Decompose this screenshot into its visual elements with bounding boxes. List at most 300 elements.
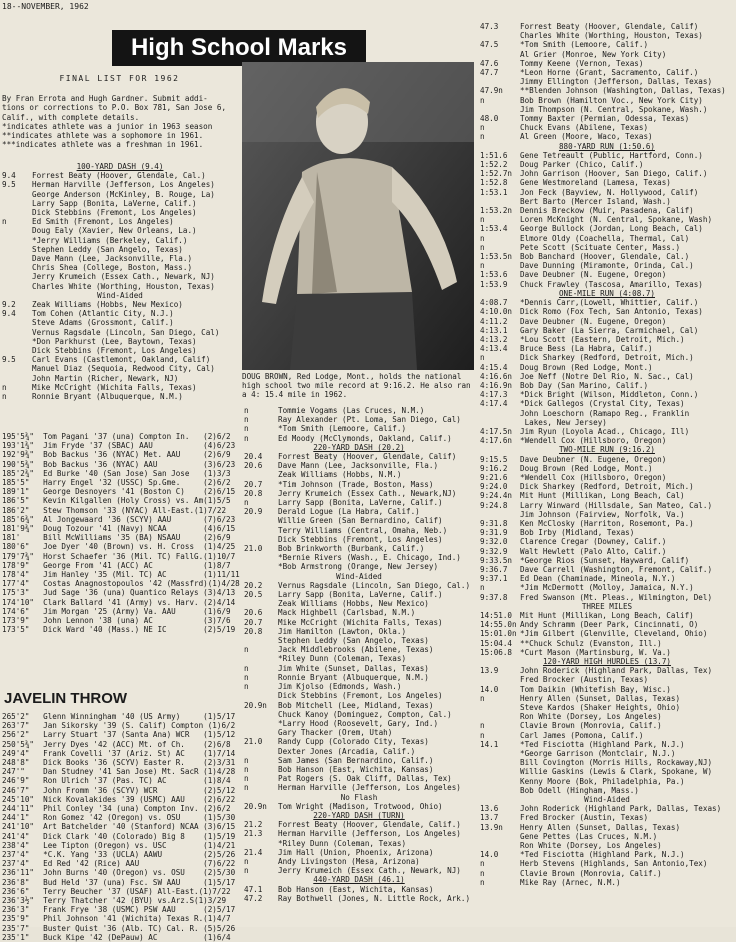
athlete-entry: Forrest Beaty (Hoover, Glendale, Calif.) (278, 820, 461, 830)
athlete-entry: Jim Kjolso (Edmonds, Wash.) (278, 682, 402, 692)
mark-value: 14.0 (480, 684, 499, 694)
list-item: 186'2" Stew Thomson '33 (NYAC) All-East.(1)7/22 (2, 505, 227, 515)
list-item (480, 703, 734, 712)
list-item (2, 318, 238, 327)
list-item (480, 105, 734, 114)
list-item (480, 114, 734, 123)
athlete-entry: Henry Allen (Sunset, Dallas, Texas) (520, 822, 681, 832)
athlete-entry: Bob Brown (Hamilton Voc., New York City) (520, 95, 703, 105)
list-item (2, 263, 238, 272)
list-item (480, 491, 734, 500)
list-item (480, 317, 734, 326)
list-item (244, 434, 474, 443)
list-item (480, 482, 734, 491)
list-item: 241'4" Dick Clark '40 (Colorado) Big 8 (1)5/19 (2, 831, 236, 841)
list-item: 177'4" Costas Anagnostopoulos '42 (Massfrd)(1)4/28 (2, 579, 240, 589)
athlete-entry: *Dick Bright (Wilson, Middleton, Conn.) (520, 390, 699, 400)
list-item (480, 270, 734, 279)
mark-value: 47.2 (244, 893, 263, 903)
column-220-440 (244, 406, 474, 903)
athlete-entry: Larry Sapp (Bonita, LaVerne, Calif.) (278, 590, 443, 600)
mark-value: n (244, 433, 249, 443)
list-item (2, 328, 238, 337)
list-item (480, 731, 734, 740)
athlete-entry: Randy Cupp (Colorado City, Texas) (278, 737, 429, 747)
list-item (480, 68, 734, 77)
mark-value: 1:53.2n (480, 206, 513, 216)
list-item (480, 160, 734, 169)
athlete-entry: Dave Deubner (N. Eugene, Oregon) (520, 316, 667, 326)
athlete-entry: Jerry Krumeich (Essex Cath., Newark, NJ) (32, 272, 215, 282)
list-item (244, 691, 474, 700)
list-item (2, 254, 238, 263)
list-item (480, 86, 734, 95)
athlete-entry: Derald Logue (La Habra, Calif.) (278, 507, 420, 517)
list-item (480, 234, 734, 243)
list-item: 248'8" Dick Books '36 (SCYV) Easter R. (2)3/31 (2, 758, 236, 768)
list-item (244, 802, 474, 811)
list-item (244, 590, 474, 599)
list-item: 236'3½" Terry Thatcher '42 (BYU) vs.Arz.S(1)3/29 (2, 896, 227, 906)
mark-value: 9:32.9 (480, 546, 508, 556)
athlete-entry: *Tom Smith (Lemoore, Calif.) (278, 424, 407, 434)
athlete-entry: Andy Schramm (Deer Park, Cincinnati, O) (520, 620, 699, 630)
athlete-entry: *Bob Armstrong (Orange, New Jersey) (278, 562, 439, 572)
list-item: 236'3" Frank Frye '38 (USMC) PSW AAU (2)5/17 (2, 905, 236, 915)
athlete-entry: Dave Dunning (Miramonte, Orinda, Cal.) (520, 261, 694, 271)
column-distance-hurdles (480, 22, 734, 887)
mark-value: n (244, 424, 249, 434)
column-shot-list (2, 432, 242, 634)
athlete-entry: Vernus Ragsdale (Lincoln, San Diego, Cal) (32, 327, 220, 337)
athlete-entry: Jim Johnson (Fairview, Norfolk, Va.) (520, 509, 685, 519)
list-item (244, 820, 474, 829)
event-heading: 880-YARD RUN (1:50.6) (558, 141, 655, 151)
list-item (480, 381, 734, 390)
list-item (480, 436, 734, 445)
list-item (480, 758, 734, 767)
list-item (244, 507, 474, 516)
athlete-entry: Dave Deubner (N. Eugene, Oregon) (520, 270, 667, 280)
intro-line: *indicates athlete was a junior in 1963 season (2, 121, 213, 131)
list-item (480, 224, 734, 233)
list-item (480, 510, 734, 519)
mark-value: 4:17.6n (480, 436, 513, 446)
mark-value: 14.0 (480, 850, 499, 860)
list-item: 247'" Dan Studney '41 San Jose) Mt. SacR (1)4/28 (2, 767, 236, 777)
list-item: 244'1" Ron Gomez '42 (Oregon) vs. OSU (1)5/30 (2, 813, 236, 823)
list-item (480, 749, 734, 758)
event-heading: 100-YARD DASH (9.4) (76, 162, 164, 171)
athlete-entry: Ronnie Bryant (Albuquerque, N.M.) (278, 672, 429, 682)
mark-value: 9:37.8 (480, 592, 508, 602)
mark-value: 9:32.0 (480, 537, 508, 547)
list-item (480, 344, 734, 353)
list-item (480, 611, 734, 620)
mark-value: n (2, 392, 7, 402)
athlete-entry: Stephen Leddy (San Angelo, Texas) (32, 244, 183, 254)
list-item (480, 77, 734, 86)
mark-value: n (244, 498, 249, 508)
list-item (480, 666, 734, 675)
mark-value: n (2, 382, 7, 392)
mark-value: 4:15.4 (480, 362, 508, 372)
subheading: Wind-Aided (97, 290, 143, 300)
list-item (2, 272, 238, 281)
mark-value: 4:16.6n (480, 371, 513, 381)
mark-value: n (480, 233, 485, 243)
list-item: 173'5" Dick Ward '40 (Mass.) NE IC (2)5/19 (2, 625, 236, 635)
mark-value: 13.9 (480, 666, 499, 676)
mark-value: 1:52.8 (480, 178, 508, 188)
mark-value: n (244, 672, 249, 682)
list-item (480, 298, 734, 307)
list-item: 192'9¾" Bob Backus '36 (NYAC) Met. AAU (2)6/9 (2, 450, 231, 460)
mark-value: 21.4 (244, 847, 263, 857)
athlete-entry: Andy Livingston (Mesa, Arizona) (278, 856, 420, 866)
athlete-entry: Chuck Kanoy (Dominguez, Compton, Cal.) (278, 709, 452, 719)
list-item (480, 859, 734, 868)
athlete-entry: Forrest Beaty (Hoover, Glendale, Cal.) (32, 171, 206, 181)
list-item (480, 629, 734, 638)
mark-value: n (480, 132, 485, 142)
mark-value: 9.5 (2, 355, 16, 365)
list-item (480, 593, 734, 602)
list-item: 235'1" Buck Kipe '42 (DePauw) AC (1)6/4 (2, 932, 231, 942)
list-item (480, 178, 734, 187)
mark-value: 20.9n (244, 801, 267, 811)
list-item (244, 526, 474, 535)
athlete-entry: *Don Parkhurst (Lee, Baytown, Texas) (32, 336, 197, 346)
athlete-entry: Mike McCright (Wichita Falls, Texas) (32, 382, 197, 392)
mark-value: n (244, 866, 249, 876)
list-item (244, 535, 474, 544)
mark-value: 9:33.5n (480, 555, 513, 565)
athlete-entry: Pat Rogers (S. Oak Cliff, Dallas, Tex) (278, 774, 452, 784)
athlete-entry: Dave Deubner (N. Eugene, Oregon) (520, 454, 667, 464)
list-item: 193'1¾" Jim Fryde '37 (SBAC) AAU (4)6/23 (2, 441, 236, 451)
list-item (480, 869, 734, 878)
list-item (244, 654, 474, 663)
list-item: 181'9¾" Doug Tozour '41 (Navy) NCAA (4)6/15 (2, 524, 236, 534)
athlete-entry: *Leon Horne (Grant, Sacramento, Calif.) (520, 68, 699, 78)
athlete-entry: Manuel Diaz (Sequoia, Redwood City, Cal) (32, 364, 215, 374)
list-item: 237'4" *C.K. Yang '33 (UCLA) AAWU (2)5/26 (2, 850, 236, 860)
list-item: 185'6¾" Al Jongewaard '36 (SCYV) AAU (7)6/23 (2, 514, 236, 524)
event-heading: 440-YARD DASH (46.1) (313, 875, 405, 885)
intro-line: By Fran Errota and Hugh Gardner. Submit addi- (2, 94, 208, 104)
event-heading: 120-YARD HIGH HURDLES (13.7) (542, 657, 671, 667)
mark-value: 4:08.7 (480, 298, 508, 308)
athlete-entry: Vernus Ragsdale (Lincoln, San Diego, Cal.) (278, 580, 471, 590)
list-item (480, 473, 734, 482)
athlete-entry: Jim Thompson (N. Central, Spokane, Wash.) (520, 104, 708, 114)
page-header: 18--NOVEMBER, 1962 (2, 2, 89, 11)
list-item (244, 406, 474, 415)
mark-value: 9:21.6 (480, 472, 508, 482)
list-item (480, 206, 734, 215)
mark-value: 20.6 (244, 608, 263, 618)
mark-value: n (480, 730, 485, 740)
list-item: 173'9" John Lennon '38 (una) AC (3)7/6 (2, 616, 231, 626)
athlete-entry: Stephen Leddy (San Angelo, Texas) (278, 636, 429, 646)
athlete-entry: Tommy Keene (Vernon, Texas) (520, 58, 644, 68)
mark-value: 1:53.9 (480, 279, 508, 289)
athlete-entry: Dick Stebbins (Fremont, Los Angeles) (278, 691, 443, 701)
athlete-entry: John Martin (Richer, Newark, NJ) (32, 373, 179, 383)
list-item (244, 737, 474, 746)
list-item (2, 190, 238, 199)
list-item (480, 832, 734, 841)
list-item (2, 282, 238, 291)
athlete-entry: Jim Ryun (Loyola Acad., Chicago, Ill) (520, 426, 690, 436)
athlete-entry: Jack Middlebrooks (Abilene, Texas) (278, 645, 434, 655)
mark-value: 14:55.0n (480, 620, 517, 630)
list-item (244, 839, 474, 848)
mark-value: 4:10.0n (480, 307, 513, 317)
athlete-entry: Bob Banchard (Hoover, Glendale, Cal.) (520, 252, 690, 262)
list-item (480, 804, 734, 813)
list-item (244, 774, 474, 783)
list-item: 190'5¾" Bob Backus '36 (NYAC) AAU (3)6/23 (2, 459, 236, 469)
mark-value: n (244, 645, 249, 655)
athlete-entry: Zeak Williams (Hobbs, New Mexico) (278, 599, 429, 609)
athlete-entry: Dick Stebbins (Fremont, Los Angeles) (32, 208, 197, 218)
athlete-entry: Elmore Oldy (Coachella, Thermal, Cal) (520, 233, 690, 243)
athlete-entry: Dexter Jones (Arcadia, Calif.) (278, 746, 416, 756)
athlete-entry: *Tim Johnson (Trade, Boston, Mass) (278, 479, 434, 489)
list-item (244, 885, 474, 894)
mark-value: 20.2 (244, 580, 263, 590)
list-item (480, 399, 734, 408)
athlete-entry: **Chuck Schulz (Evanston, Ill.) (520, 638, 662, 648)
list-item (244, 728, 474, 737)
list-item (480, 850, 734, 859)
athlete-entry: Jim Hamilton (Lawton, Okla.) (278, 626, 407, 636)
list-item (244, 765, 474, 774)
list-item (244, 894, 474, 903)
list-item (244, 682, 474, 691)
list-item (480, 197, 734, 206)
athlete-entry: *Dennis Carr,(Lowell, Whittier, Calif.) (520, 298, 699, 308)
mark-value: 1:53.6 (480, 270, 508, 280)
list-item (244, 829, 474, 838)
athlete-entry: Tom Daikin (Whitefish Bay, Wisc.) (520, 684, 671, 694)
subheading: Wind-Aided (336, 571, 382, 581)
intro-line: ***indicates athlete was a freshman in 1961. (2, 140, 204, 150)
list-item: 265'2" Glenn Winningham '40 (US Army) (1)5/17 (2, 712, 236, 721)
athlete-entry: Jim Hall (Union, Phoenix, Arizona) (278, 847, 434, 857)
mark-value: n (480, 242, 485, 252)
mark-value: 1:53.4 (480, 224, 508, 234)
mark-value: n (480, 721, 485, 731)
list-item: 178'4" Jim Hanley '35 (Mil. TC) AC (1)11/11 (2, 570, 240, 580)
list-item (480, 878, 734, 887)
photo-caption: DOUG BROWN, Red Lodge, Mont., holds the national high school two mile record at 9:16.2. He also ran a 4: 15.4 mile in 1962. (242, 372, 471, 399)
list-item: 246'7" John Fromm '36 (SCYV) WCR (2)5/12 (2, 785, 236, 795)
list-item: 237'4" Ed Red '42 (Rice) AAU (7)6/22 (2, 859, 236, 869)
athlete-entry: *Bernie Rivers (Wash., E. Chicago, Ind.) (278, 553, 461, 563)
list-item (2, 236, 238, 245)
list-item (244, 636, 474, 645)
list-item: 174'6" Jim Morgan '25 (Army) Va. AAU (1)6/9 (2, 606, 231, 616)
athlete-entry: Dick Sharkey (Redford, Detroit, Mich.) (520, 482, 694, 492)
list-item (480, 363, 734, 372)
athlete-entry: Clavie Brown (Monrovia, Calif.) (520, 721, 662, 731)
mark-value: 9:37.1 (480, 574, 508, 584)
event-heading: TWO-MILE RUN (9:16.2) (558, 445, 655, 455)
athlete-entry: Charles White (Worthing, Houston, Texas) (520, 31, 703, 41)
list-item (2, 171, 238, 180)
athlete-entry: Mike McCright (Wichita Falls, Texas) (278, 617, 443, 627)
mark-value: 14.1 (480, 739, 499, 749)
athlete-entry: Bob Mitchell (Lee, Midland, Texas) (278, 700, 434, 710)
athlete-entry: Al Green (Moore, Waco, Texas) (520, 132, 653, 142)
athlete-entry: John Loeschorn (Ramapo Reg., Franklin (520, 408, 690, 418)
list-item (244, 701, 474, 710)
athlete-entry: Larry Sapp (Bonita, LaVerne, Calif.) (32, 198, 197, 208)
athlete-entry: Bob Hanson (East, Wichita, Kansas) (278, 884, 434, 894)
athlete-entry: Herman Harville (Jefferson, Los Angeles) (278, 783, 461, 793)
list-item (480, 188, 734, 197)
athlete-entry: Doug Ealy (Xavier, New Orleans, La.) (32, 226, 197, 236)
list-item (480, 409, 734, 418)
athlete-entry: Herman Harville (Jefferson, Los Angeles) (32, 180, 215, 190)
list-item (480, 353, 734, 362)
athlete-entry: Ed Dean (Chaminade, Mineola, N.Y.) (520, 574, 676, 584)
mark-value: 9:24.4n (480, 491, 513, 501)
athlete-entry: Mit Hunt (Millikan, Long Beach, Cal) (520, 491, 685, 501)
list-item (480, 372, 734, 381)
athlete-entry: Dave Mann (Lee, Jacksonville, Fla.) (278, 461, 439, 471)
list-item (480, 123, 734, 132)
subheading: Wind-Aided (584, 795, 630, 805)
list-item (244, 516, 474, 525)
event-heading: 220-YARD DASH (TURN) (313, 810, 405, 820)
list-item (480, 243, 734, 252)
list-item (480, 50, 734, 59)
athlete-entry: Gary Thacker (Orem, Utah) (278, 728, 393, 738)
athlete-entry: John Garrison (Hoover, San Diego, Calif.) (520, 169, 708, 179)
mark-value: 20.9 (244, 507, 263, 517)
list-item: 256'2" Larry Stuart '37 (Santa Ana) WCR (1)5/12 (2, 730, 236, 740)
athlete-entry: Ron White (Dorsey, Los Angeles) (520, 841, 662, 851)
athlete-entry: Kenny Moore (Bok, Philadelphia, Pa.) (520, 776, 685, 786)
mark-value: n (480, 215, 485, 225)
banner-title: High School Marks (112, 30, 366, 66)
list-item: 249'4" Frank Covelli '37 (Ariz. St) AC (1)7/14 (2, 748, 236, 758)
athlete-entry: George Bullock (Jordan, Long Beach, Cal) (520, 224, 703, 234)
list-item (244, 645, 474, 654)
intro-line: **indicates athlete was a sophomore in 1961. (2, 131, 204, 141)
subheading: THREE MILES (581, 601, 633, 611)
list-item (244, 710, 474, 719)
athlete-entry: Ed Moody (McClymonds, Oakland, Calif.) (278, 433, 452, 443)
mark-value: 20.5 (244, 590, 263, 600)
list-item (480, 639, 734, 648)
list-item (480, 151, 734, 160)
mark-value: 4:17.4 (480, 399, 508, 409)
athlete-entry: Walt Hewlett (Palo Alto, Calif.) (520, 546, 667, 556)
mark-value: n (480, 859, 485, 869)
list-item (480, 547, 734, 556)
intro-line: tions or corrections to P.O. Box 781, San Jose 6, (2, 103, 227, 113)
list-item (2, 364, 238, 373)
mark-value: 21.0 (244, 737, 263, 747)
athlete-entry: Willie Gaskins (Lewis & Clark, Spokane, W) (520, 767, 713, 777)
list-item (480, 620, 734, 629)
mark-value: n (244, 682, 249, 692)
list-item (480, 565, 734, 574)
athlete-entry: Joe Neff (Notre Del Rio, N. Sac., Cal) (520, 371, 694, 381)
athlete-entry: *Wendell Cox (Hillsboro, Oregon) (520, 472, 667, 482)
list-item (480, 813, 734, 822)
athlete-entry: Carl Evans (Castlemont, Oakland, Calif) (32, 355, 211, 365)
list-item (480, 455, 734, 464)
list-item (244, 627, 474, 636)
list-item (480, 528, 734, 537)
list-item: 235'7" Buster Quist '36 (Alb. TC) Cal. R. (5)5/26 (2, 923, 236, 933)
athlete-entry: *Lou Scott (Eastern, Detroit, Mich.) (520, 334, 685, 344)
list-item (480, 335, 734, 344)
list-item (480, 252, 734, 261)
athlete-entry: Doug Brown (Red Lodge, Mont.) (520, 362, 653, 372)
athlete-entry: Dave Mann (Lee, Jacksonville, Fla.) (32, 254, 193, 264)
mark-value: 4:13.1 (480, 325, 508, 335)
mark-value: 21.0 (244, 544, 263, 554)
list-item (244, 618, 474, 627)
athlete-entry: Tommy Baxter (Permian, Odessa, Texas) (520, 114, 690, 124)
mark-value: 47.1 (244, 884, 263, 894)
mark-value: 9:36.7 (480, 564, 508, 574)
list-item (244, 452, 474, 461)
mark-value: 4:13.4 (480, 344, 508, 354)
athlete-entry: Mike Ray (Arnec, N.M.) (520, 877, 621, 887)
list-item: 174'10" Clark Ballard '41 (Army) vs. Harv. (2)4/14 (2, 597, 236, 607)
list-item (480, 261, 734, 270)
mark-value: 15:06.8 (480, 647, 513, 657)
mark-value: 13.6 (480, 804, 499, 814)
list-item (244, 599, 474, 608)
mark-value: n (480, 261, 485, 271)
list-item (244, 608, 474, 617)
mark-value: 1:52.7n (480, 169, 513, 179)
list-item (2, 245, 238, 254)
athlete-entry: Gene Pettes (Las Cruces, N.M.) (520, 831, 658, 841)
intro-block (2, 74, 237, 149)
mark-value: 47.7 (480, 68, 499, 78)
list-item (480, 694, 734, 703)
athlete-entry: Bob Odell (Hingham, Mass.) (520, 785, 639, 795)
list-item (480, 215, 734, 224)
mark-value: 13.7 (480, 813, 499, 823)
athlete-entry: Larry Winward (Hillsdale, San Mateo, Cal.) (520, 500, 713, 510)
list-item (244, 673, 474, 682)
athlete-entry: *Dick Gallegos (Crystal City, Texas) (520, 399, 685, 409)
athlete-entry: Larry Sapp (Bonita, LaVerne, Calif.) (278, 498, 443, 508)
mark-value: 4:13.2 (480, 334, 508, 344)
mark-value: 4:17.5n (480, 426, 513, 436)
javelin-heading: JAVELIN THROW (4, 690, 128, 707)
mark-value: n (480, 353, 485, 363)
list-item (480, 841, 734, 850)
mark-value: 20.6 (244, 461, 263, 471)
list-item: 236'8" Bud Held '37 (una) Fsc. SW AAU (1)5/17 (2, 877, 236, 887)
mark-value: 9.2 (2, 300, 16, 310)
athlete-entry: Al Grier (Monroe, New York City) (520, 49, 667, 59)
list-item (2, 337, 238, 346)
athlete-entry: *George Garrison (Montclair, N.J.) (520, 749, 676, 759)
